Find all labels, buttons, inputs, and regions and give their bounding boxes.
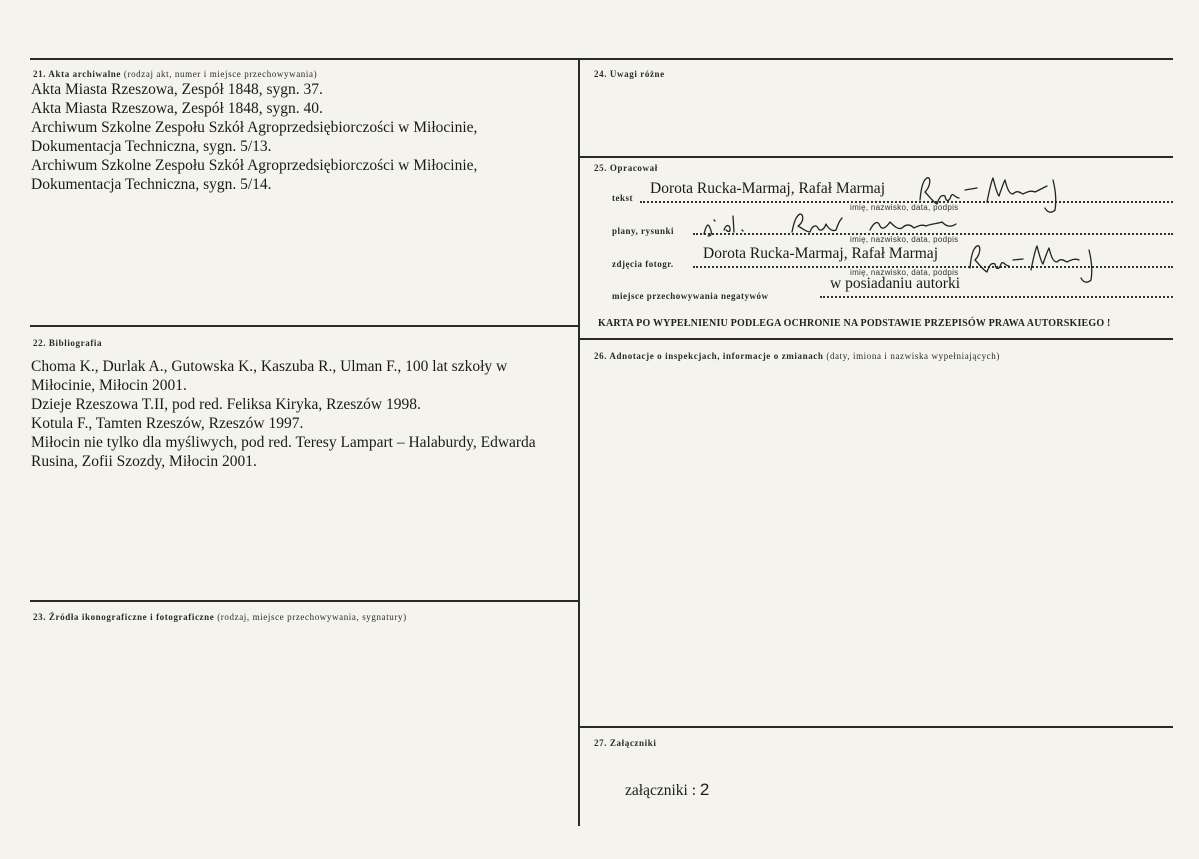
negatywy-value: w posiadaniu autorki [830,275,961,292]
bibliography-entry: Kotula F., Tamten Rzeszów, Rzeszów 1997. [31,415,304,432]
section-26-label [594,351,1000,361]
section-26-number: 26. [594,351,608,361]
section-24-number: 24. [594,69,608,79]
divider-25-26 [579,338,1173,340]
archive-entry: Akta Miasta Rzeszowa, Zespół 1848, sygn. 37. [31,81,323,98]
section-22-title: Bibliografia [48,338,103,348]
zdjecia-label: zdjęcia fotogr. [612,259,674,269]
section-24-title: Uwagi różne [609,69,665,79]
section-21-label [33,69,317,79]
center-divider-line [578,58,580,826]
section-23-label [33,612,407,622]
archive-entry: Archiwum Szkolne Zespołu Szkół Agroprzedsiębiorczości w Miłocinie, [31,157,478,174]
negatywy-label: miejsce przechowywania negatywów [612,291,769,301]
attachments-count: 2 [699,780,710,799]
section-23-subtitle: (rodzaj, miejsce przechowywania, sygnatury) [217,612,407,622]
section-26-title: Adnotacje o inspekcjach, informacje o zmianach [609,351,824,361]
tekst-label: tekst [612,193,633,203]
bibliography-entry: Miłocin nie tylko dla myśliwych, pod red. Teresy Lampart – Halaburdy, Edwarda [31,434,536,451]
zdjecia-value: Dorota Rucka-Marmaj, Rafał Marmaj [703,245,938,262]
top-border-line [30,58,1173,60]
section-22-label [33,338,102,348]
section-21-entries [31,80,569,194]
section-21-subtitle: (rodzaj akt, numer i miejsce przechowywania) [123,69,318,79]
attachments-label: załączniki : [625,782,696,799]
archive-entry: Dokumentacja Techniczna, sygn. 5/13. [31,138,272,155]
plany-label: plany, rysunki [612,226,675,236]
bibliography-entry: Rusina, Zofii Szozdy, Miłocin 2001. [31,453,257,470]
tekst-value: Dorota Rucka-Marmaj, Rafał Marmaj [650,180,885,197]
section-25-title: Opracował [609,163,658,173]
section-21-title: Akta archiwalne [48,69,122,79]
plany-signature [700,210,970,238]
section-21-number: 21. [33,69,47,79]
section-26-subtitle: (daty, imiona i nazwiska wypełniających) [826,351,1000,361]
bibliography-entry: Choma K., Durlak A., Gutowska K., Kaszuba R., Ulman F., 100 lat szkoły w [31,358,508,375]
section-27-title: Załączniki [609,738,657,748]
zdjecia-signature [965,240,1105,284]
divider-21-22 [30,325,579,327]
section-27-number: 27. [594,738,608,748]
section-22-number: 22. [33,338,47,348]
bibliography-entry: Miłocinie, Miłocin 2001. [31,377,187,394]
bibliography-entry: Dzieje Rzeszowa T.II, pod red. Feliksa Kiryka, Rzeszów 1998. [31,396,421,413]
archive-entry: Dokumentacja Techniczna, sygn. 5/14. [31,176,272,193]
archive-entry: Archiwum Szkolne Zespołu Szkół Agroprzedsiębiorczości w Miłocinie, [31,119,478,136]
zdjecia-caption: imię, nazwisko, data, podpis [850,268,959,277]
divider-22-23 [30,600,579,602]
divider-24-25 [579,156,1173,158]
negatywy-dotted-line [820,296,1173,298]
copyright-notice: KARTA PO WYPEŁNIENIU PODLEGA OCHRONIE NA PODSTAWIE PRZEPISÓW PRAWA AUTORSKIEGO ! [598,318,1111,329]
section-23-number: 23. [33,612,47,622]
section-24-label [594,69,665,79]
plany-caption: imię, nazwisko, data, podpis [850,235,959,244]
divider-26-27 [579,726,1173,728]
archive-entry: Akta Miasta Rzeszowa, Zespół 1848, sygn. 40. [31,100,323,117]
section-25-label [594,163,658,173]
section-22-entries [31,357,569,471]
attachments-line [625,780,709,800]
section-25-number: 25. [594,163,608,173]
section-23-title: Źródła ikonograficzne i fotograficzne [48,612,215,622]
section-27-label [594,738,656,748]
tekst-caption: imię, nazwisko, data, podpis [850,203,959,212]
